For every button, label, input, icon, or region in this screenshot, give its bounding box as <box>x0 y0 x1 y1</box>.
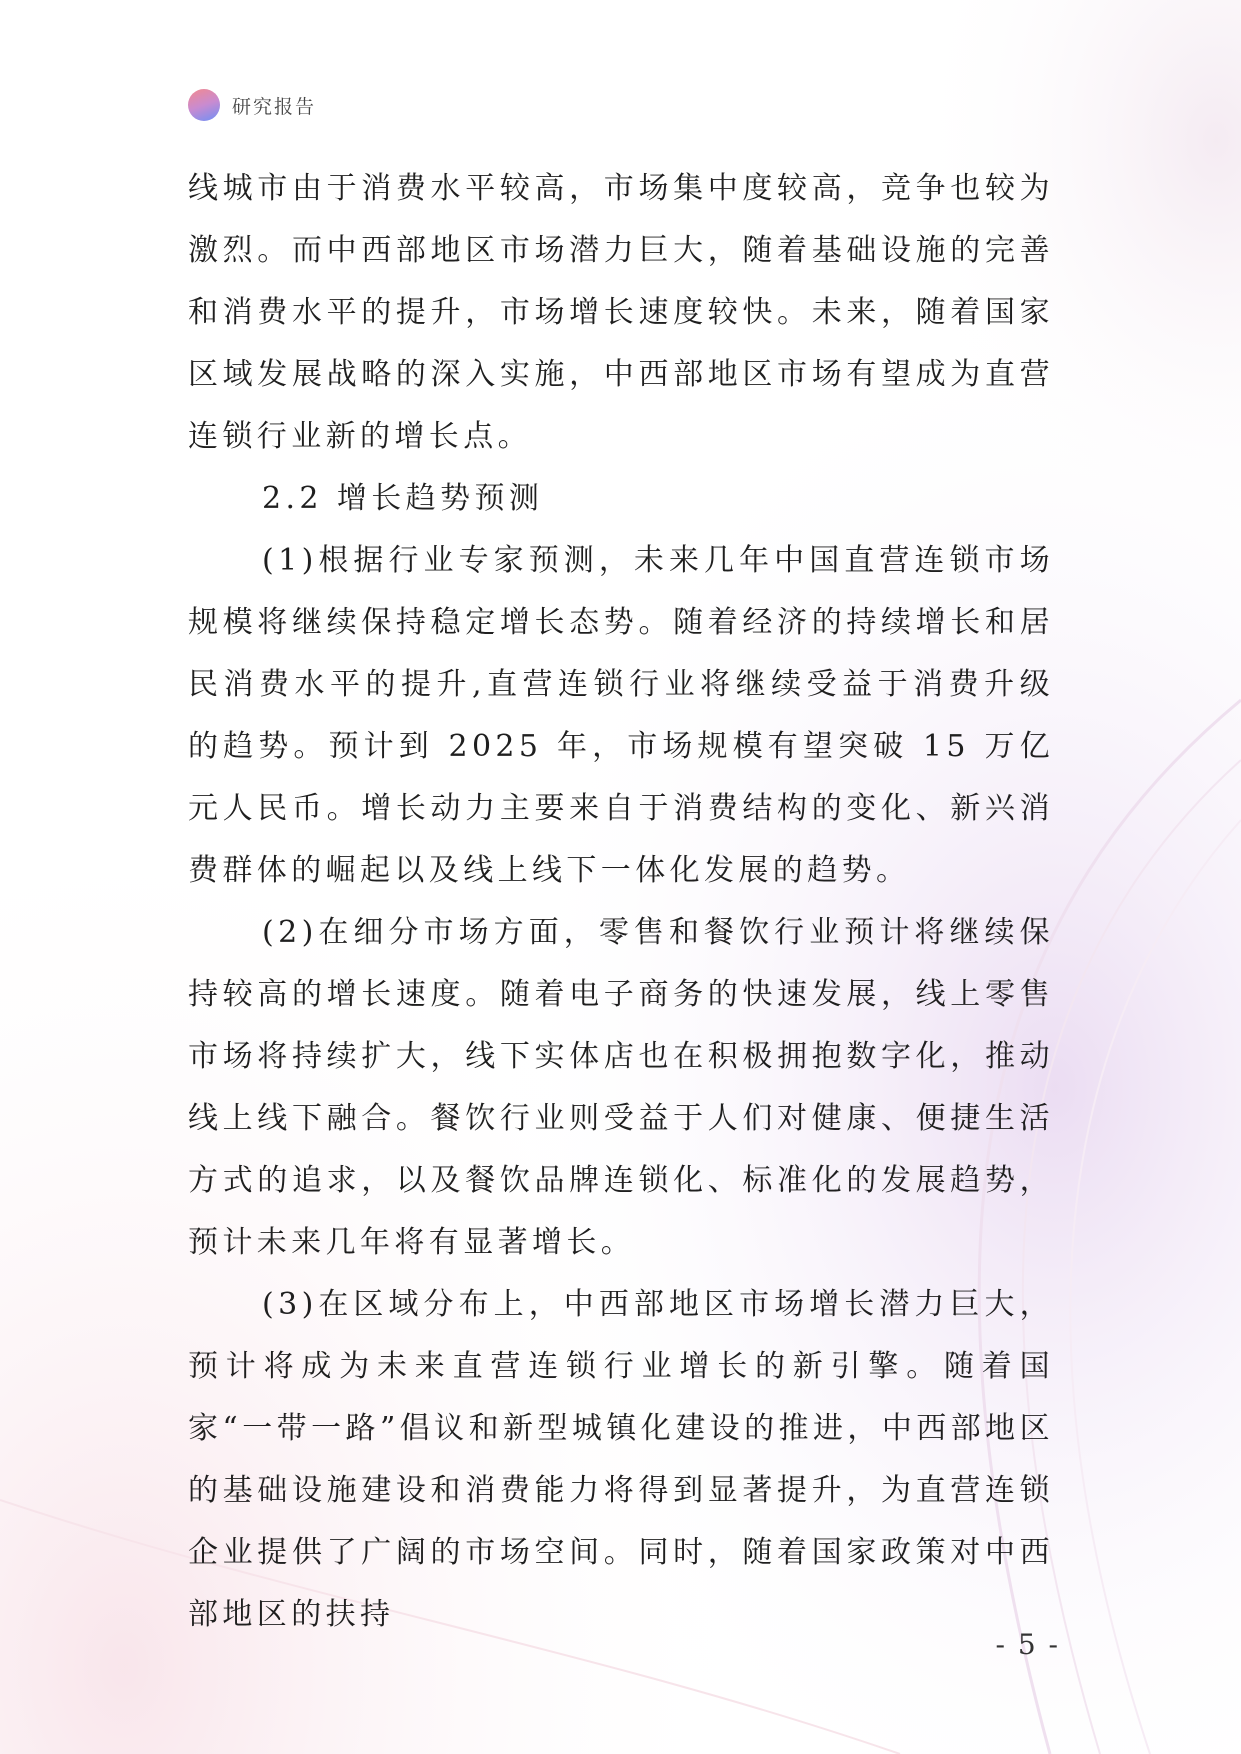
header-title: 研究报告 <box>232 95 317 118</box>
document-body <box>188 158 1054 1646</box>
page-number: - 5 - <box>995 1628 1060 1661</box>
logo-circle-icon <box>188 89 220 121</box>
paragraph-2: (2)在细分市场方面，零售和餐饮行业预计将继续保持较高的增长速度。随着电子商务的快速发展，线上零售市场将持续扩大，线下实体店也在积极拥抱数字化，推动线上线下融合。餐饮行业则受益于人们对健康、便捷生活方式的追求，以及餐饮品牌连锁化、标准化的发展趋势，预计未来几年将有显著增长。 <box>188 915 1054 1260</box>
section-heading: 2.2 增长趋势预测 <box>262 481 544 516</box>
report-header <box>188 88 316 122</box>
paragraph-3: (3)在区域分布上，中西部地区市场增长潜力巨大，预计将成为未来直营连锁行业增长的新引擎。随着国家“一带一路”倡议和新型城镇化建设的推进，中西部地区的基础设施建设和消费能力将得到显著提升，为直营连锁企业提供了广阔的市场空间。同时，随着国家政策对中西部地区的扶持 <box>188 1287 1054 1632</box>
paragraph-1: (1)根据行业专家预测，未来几年中国直营连锁市场规模将继续保持稳定增长态势。随着经济的持续增长和居民消费水平的提升,直营连锁行业将继续受益于消费升级的趋势。预计到 2025 年，市场规模有望突破 15 万亿元人民币。增长动力主要来自于消费结构的变化、新兴消费群体的崛起以及线上线下一体化发展的趋势。 <box>188 543 1054 888</box>
intro-paragraph: 线城市由于消费水平较高，市场集中度较高，竞争也较为激烈。而中西部地区市场潜力巨大，随着基础设施的完善和消费水平的提升，市场增长速度较快。未来，随着国家区域发展战略的深入实施，中西部地区市场有望成为直营连锁行业新的增长点。 <box>188 171 1054 454</box>
